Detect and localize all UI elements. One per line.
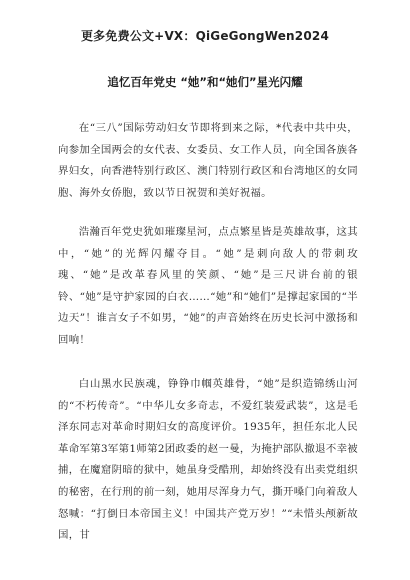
paragraph-2-block — [58, 222, 358, 352]
paragraph-3-block — [58, 374, 358, 547]
paragraph: 浩瀚百年党史犹如璀璨星河，点点繁星皆是英雄故事，这其中，“她”的光辉闪耀夺目。“她”是刺向敌人的带刺玫瑰、“她”是改革春风里的笑颜、“她”是三尺讲台前的银铃、“她”是守护家园的白衣……“她”和“她们”是撑起家国的“半边天”！谁言女子不如男，“她”的声音始终在历史长河中激扬和回响！ — [58, 226, 358, 346]
paragraph-1-block — [58, 118, 358, 204]
paragraph: 在“三八”国际劳动妇女节即将到来之际，*代表中共中央，向参加全国两会的女代表、女委员、女工作人员，向全国各族各界妇女，向香港特别行政区、澳门特别行政区和台湾地区的女同胞、海外女侨胞，致以节日祝贺和美好祝福。 — [58, 122, 358, 199]
paragraph: 白山黑水民族魂，铮铮巾帼英雄骨，“她”是织造锦绣山河的“不朽传奇”。“中华儿女多奇志，不爱红装爱武装”，这是毛泽东同志对革命时期妇女的高度评价。1935年，担任东北人民革命军第3军第1师第2团政委的赵一曼，为掩护部队撤退不幸被捕，在魔窟阴暗的狱中，她虽身受酷刑，却始终没有出卖党组织的秘密，在行刑的前一刻，她用尽浑身力气，撕开嗓门向着敌人怒喊：“打倒日本帝国主义！中国共产党万岁！”“未惜头颅新故国，甘 — [58, 378, 358, 542]
document-title: 追忆百年党史 “她”和“她们”星光闪耀 — [107, 75, 303, 89]
header-watermark: 更多免费公文+VX：QiGeGongWen2024 — [80, 29, 329, 43]
